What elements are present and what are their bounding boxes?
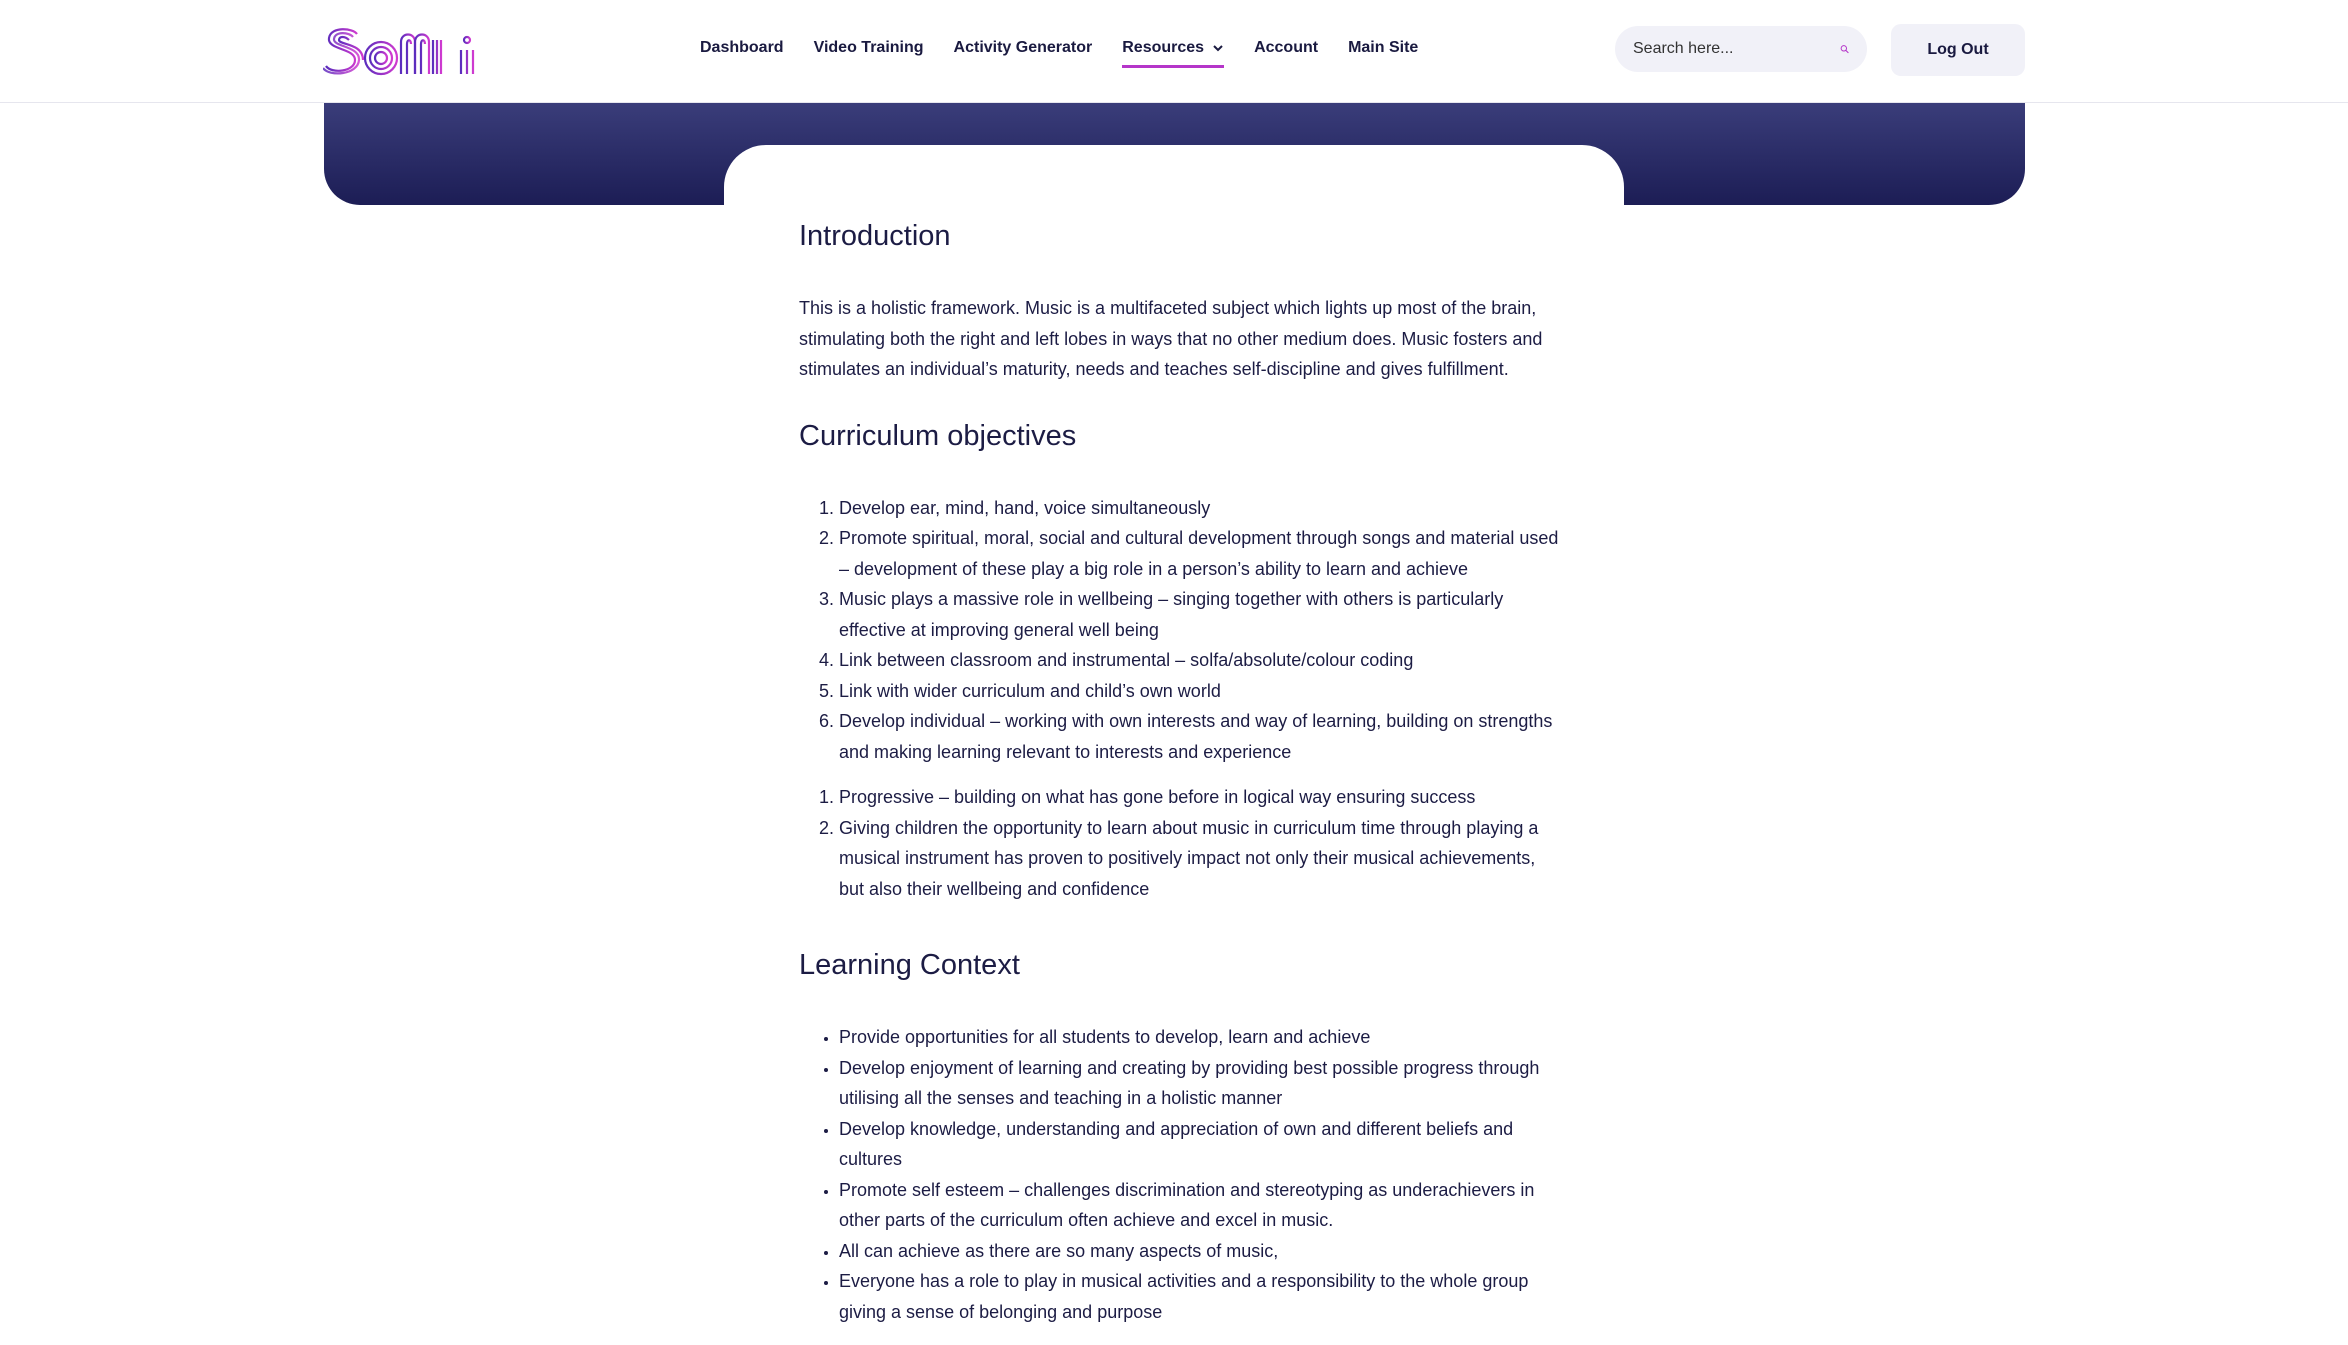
list-item: 4. Link between classroom and instrumental – solfa/absolute/colour coding xyxy=(839,645,1559,676)
search-icon[interactable] xyxy=(1840,39,1849,59)
list-item: 6. Develop individual – working with own interests and way of learning, building on strengths and making learning relevant to interests and experience xyxy=(839,706,1559,767)
nav-resources[interactable] xyxy=(1122,36,1224,68)
list-item: 1. Progressive – building on what has gone before in logical way ensuring success xyxy=(839,782,1559,813)
list-item: • Provide opportunities for all students to develop, learn and achieve xyxy=(839,1022,1559,1053)
objectives-list-continued xyxy=(799,782,1559,904)
nav-dashboard[interactable]: Dashboard xyxy=(700,39,784,56)
somi-logo[interactable] xyxy=(323,24,475,76)
logo-mark xyxy=(323,24,475,76)
list-item: • Promote self esteem – challenges discrimination and stereotyping as underachievers in other parts of the curriculum often achieve and excel in music. xyxy=(839,1175,1559,1236)
list-item: • Develop knowledge, understanding and appreciation of own and different beliefs and cultures xyxy=(839,1114,1559,1175)
introduction-heading: Introduction xyxy=(799,220,951,252)
learning-context-list xyxy=(799,1022,1559,1327)
nav-resources-label: Resources xyxy=(1122,39,1205,56)
logout-button[interactable]: Log Out xyxy=(1891,24,2025,76)
list-item: 5. Link with wider curriculum and child’s own world xyxy=(839,676,1559,707)
article-content xyxy=(799,215,1559,1327)
objectives-list xyxy=(799,493,1559,768)
learning-context-heading: Learning Context xyxy=(799,949,1020,981)
nav-video-training[interactable]: Video Training xyxy=(813,39,924,56)
chevron-down-icon xyxy=(1212,42,1224,54)
list-item: 2. Promote spiritual, moral, social and cultural development through songs and material used – development of these play a big role in a person’s ability to learn and achieve xyxy=(839,523,1559,584)
list-item: 3. Music plays a massive role in wellbeing – singing together with others is particularly effective at improving general well being xyxy=(839,584,1559,645)
search-input[interactable] xyxy=(1633,40,1840,58)
nav-account[interactable]: Account xyxy=(1254,39,1319,56)
nav-main-site[interactable]: Main Site xyxy=(1348,39,1419,56)
list-item: • Develop enjoyment of learning and creating by providing best possible progress through utilising all the senses and teaching in a holistic manner xyxy=(839,1053,1559,1114)
list-item: • All can achieve as there are so many aspects of music, xyxy=(839,1236,1559,1267)
site-header xyxy=(0,0,2348,103)
list-item: 2. Giving children the opportunity to learn about music in curriculum time through playing a musical instrument has proven to positively impact not only their musical achievements, but also their wellbeing and confidence xyxy=(839,813,1559,905)
main-nav xyxy=(700,36,1448,68)
search-box xyxy=(1615,26,1867,72)
curriculum-objectives-heading: Curriculum objectives xyxy=(799,419,1077,452)
list-item: • Everyone has a role to play in musical activities and a responsibility to the whole group giving a sense of belonging and purpose xyxy=(839,1266,1559,1327)
list-item: 1. Develop ear, mind, hand, voice simultaneously xyxy=(839,493,1559,524)
nav-activity-generator[interactable]: Activity Generator xyxy=(953,39,1093,56)
introduction-text: This is a holistic framework. Music is a multifaceted subject which lights up most of the brain, stimulating both the right and left lobes in ways that no other medium does. Music fosters and stimulates an individual’s maturity, needs and teaches self-discipline and gives fulfillment. xyxy=(799,298,1543,379)
